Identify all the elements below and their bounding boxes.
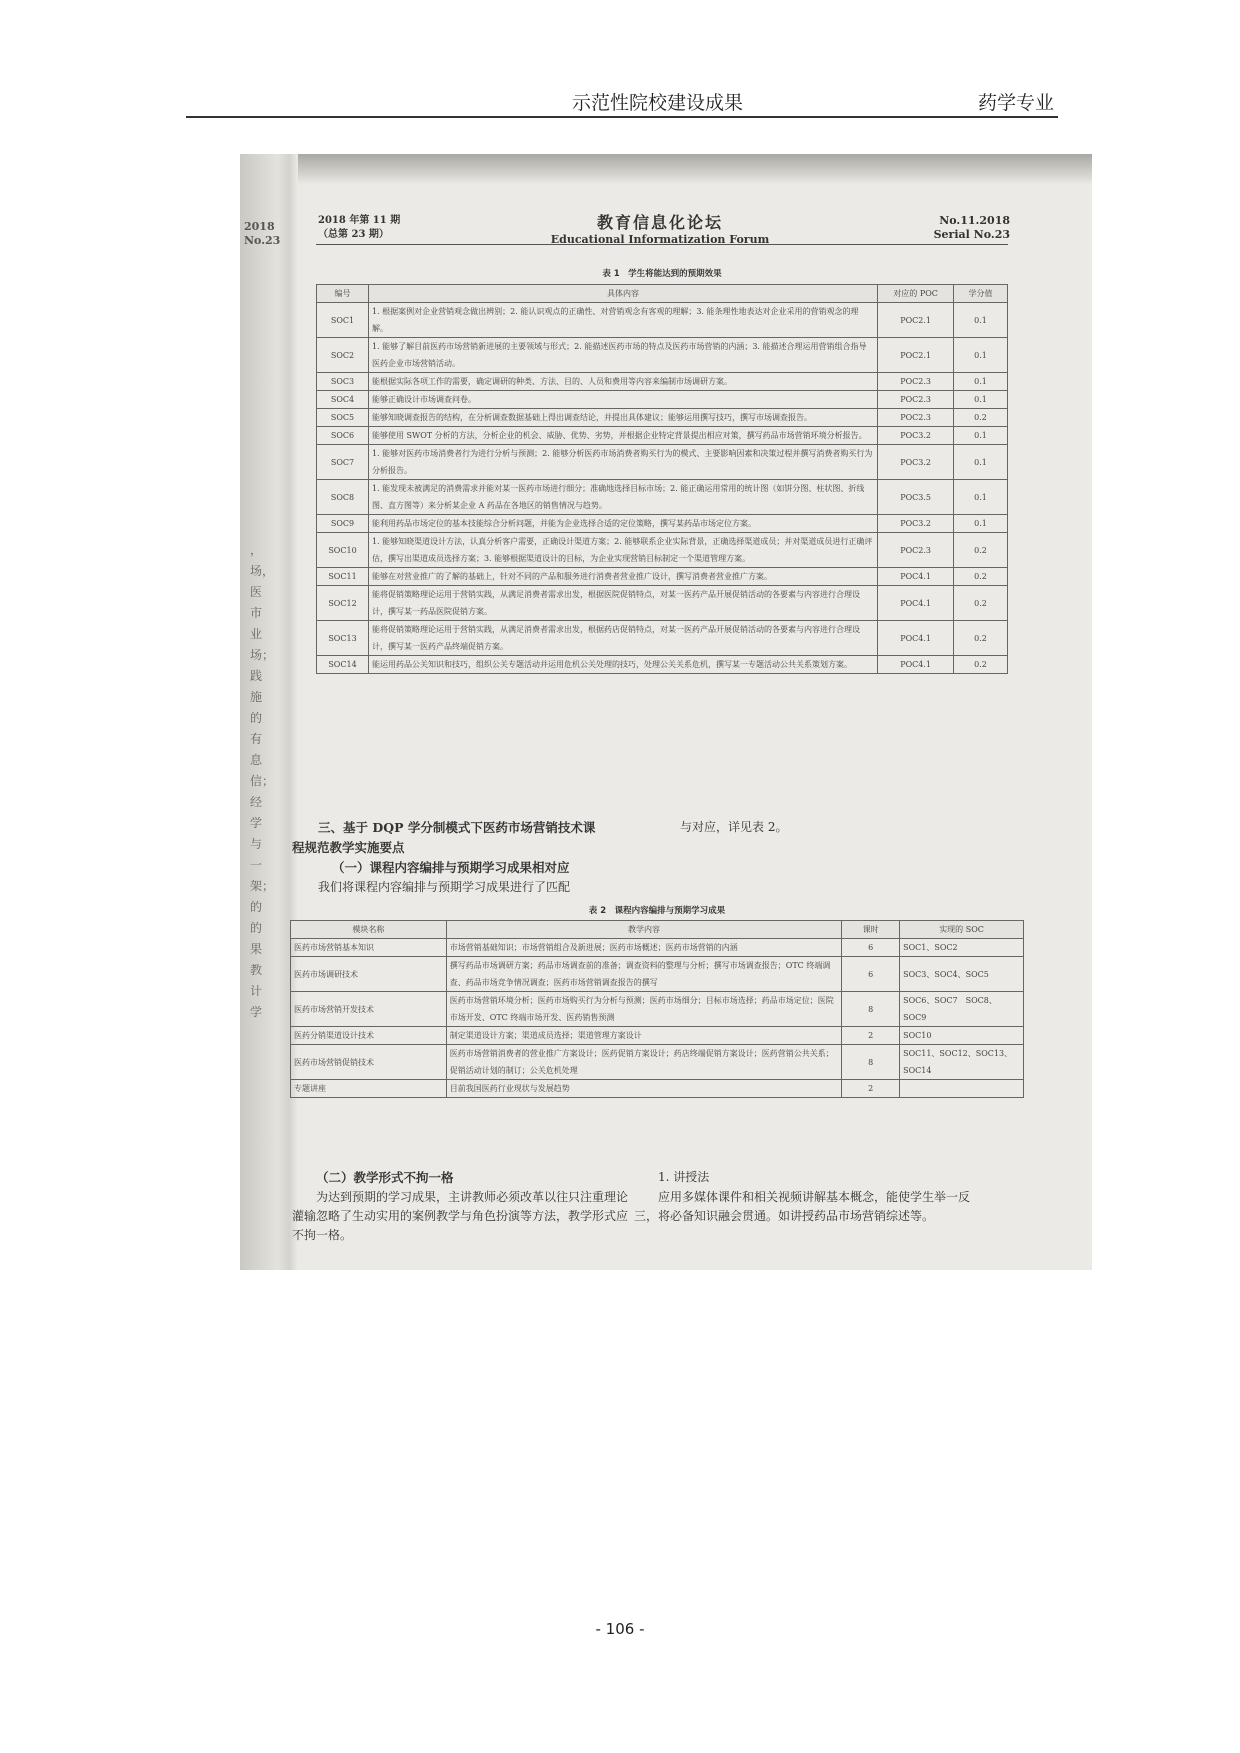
table1-cell: SOC3 bbox=[317, 373, 369, 391]
section-b-right-heading: 1. 讲授法 bbox=[658, 1170, 710, 1184]
journal-name-en: Educational Informatization Forum bbox=[550, 233, 770, 246]
table1-header-cell: 编号 bbox=[317, 285, 369, 303]
table1-row bbox=[317, 303, 1008, 338]
section-b-left-paragraph: 为达到预期的学习成果，主讲教师必须改革以往只注重理论灌输忽略了生动实用的案例教学与角色扮演等方法，教学形式应不拘一格。 bbox=[292, 1190, 629, 1242]
table2-row bbox=[291, 957, 1024, 992]
table1-cell: 能够在对营业推广的了解的基础上，针对不同的产品和服务进行消费者营业推广设计，撰写消费者营业推广方案。 bbox=[368, 568, 877, 586]
table2 bbox=[290, 920, 1024, 1098]
table2-row bbox=[291, 939, 1024, 957]
table2-cell: SOC11、SOC12、SOC13、SOC14 bbox=[900, 1045, 1024, 1080]
table1-cell: SOC1 bbox=[317, 303, 369, 338]
section3-heading-line1: 三、基于 DQP 学分制模式下医药市场营销技术课 bbox=[318, 820, 596, 835]
table1-header-row bbox=[317, 285, 1008, 303]
table2-cell: 6 bbox=[842, 957, 900, 992]
table1-cell: SOC9 bbox=[317, 515, 369, 533]
table2-cell: 目前我国医药行业现状与发展趋势 bbox=[446, 1080, 841, 1098]
table2-cell: 2 bbox=[842, 1080, 900, 1098]
table1 bbox=[316, 284, 1008, 674]
page-number: - 106 - bbox=[595, 1620, 645, 1638]
scan-gutter bbox=[240, 154, 298, 1270]
table1-cell: SOC13 bbox=[317, 621, 369, 656]
table1-cell: POC4.1 bbox=[878, 586, 954, 621]
table1-row bbox=[317, 515, 1008, 533]
table1-row bbox=[317, 533, 1008, 568]
table2-cell: 医药市场营销环境分析；医药市场购买行为分析与预测；医药市场细分；目标市场选择；药品市场定位；医院市场开发、OTC 终端市场开发、医药销售预测 bbox=[446, 992, 841, 1027]
table1-cell: 1. 根据案例对企业营销观念做出辨别；2. 能认识观点的正确性、对营销观念有客观的理解；3. 能条理性地表达对企业采用的营销观念的理解。 bbox=[368, 303, 877, 338]
table1-row bbox=[317, 338, 1008, 373]
table1-cell: 能根据实际各项工作的需要，确定调研的种类、方法、目的、人员和费用等内容来编制市场调研方案。 bbox=[368, 373, 877, 391]
table1-cell: POC2.3 bbox=[878, 391, 954, 409]
section3-paragraph: 我们将课程内容编排与预期学习成果进行了匹配 bbox=[318, 880, 571, 894]
table2-cell: 医药市场营销促销技术 bbox=[291, 1045, 447, 1080]
table1-row bbox=[317, 373, 1008, 391]
table1-cell: 0.1 bbox=[954, 480, 1008, 515]
table1-cell: 0.1 bbox=[954, 373, 1008, 391]
table1-cell: POC2.3 bbox=[878, 533, 954, 568]
table1-row bbox=[317, 656, 1008, 674]
table1-row bbox=[317, 445, 1008, 480]
section-b-heading: （二）教学形式不拘一格 bbox=[316, 1170, 454, 1185]
journal-issue-cn: 2018 年第 11 期 bbox=[318, 215, 401, 226]
table1-cell: 1. 能够知晓渠道设计方法，认真分析客户需要，正确设计渠道方案；2. 能够联系企业实际背景，正确选择渠道成员；并对渠道成员进行正确评估，撰写出渠道成员选择方案；3. 能够根据渠道设计的目标，为企业实现营销目标制定一个渠道管理方案。 bbox=[368, 533, 877, 568]
table1-cell: POC4.1 bbox=[878, 568, 954, 586]
table1-cell: POC3.2 bbox=[878, 445, 954, 480]
table2-cell bbox=[900, 1080, 1024, 1098]
journal-issue-left bbox=[318, 214, 400, 242]
table1-cell: SOC7 bbox=[317, 445, 369, 480]
table1-cell: SOC8 bbox=[317, 480, 369, 515]
table2-header-cell: 模块名称 bbox=[291, 921, 447, 939]
document-major: 药学专业 bbox=[977, 92, 1054, 114]
table2-cell: 8 bbox=[842, 1045, 900, 1080]
table1-cell: SOC12 bbox=[317, 586, 369, 621]
table1-cell: 0.1 bbox=[954, 303, 1008, 338]
table1-cell: POC2.3 bbox=[878, 409, 954, 427]
table2-cell: 2 bbox=[842, 1027, 900, 1045]
section3-heading-line2: 程规范教学实施要点 bbox=[292, 840, 405, 855]
journal-header-rule bbox=[316, 244, 1008, 245]
table1-cell: POC3.2 bbox=[878, 515, 954, 533]
table1-cell: 0.1 bbox=[954, 445, 1008, 480]
journal-name-cn: 教育信息化论坛 bbox=[596, 213, 723, 232]
table2-cell: 市场营销基础知识；市场营销组合及新进展；医药市场概述；医药市场营销的内涵 bbox=[446, 939, 841, 957]
table2-cell: 6 bbox=[842, 939, 900, 957]
document-header bbox=[186, 86, 1058, 118]
table1-cell: SOC6 bbox=[317, 427, 369, 445]
scanned-page bbox=[240, 154, 1092, 1270]
section3-subheading: （一）课程内容编排与预期学习成果相对应 bbox=[332, 860, 570, 875]
table1-row bbox=[317, 409, 1008, 427]
table1-cell: 能利用药品市场定位的基本技能综合分析问题，并能为企业选择合适的定位策略，撰写某药品市场定位方案。 bbox=[368, 515, 877, 533]
table2-row bbox=[291, 1045, 1024, 1080]
table1-cell: 能运用药品公关知识和技巧，组织公关专题活动并运用危机公关处理的技巧，处理公关关系危机，撰写某一专题活动公共关系策划方案。 bbox=[368, 656, 877, 674]
table1-cell: SOC2 bbox=[317, 338, 369, 373]
table2-cell: 专题讲座 bbox=[291, 1080, 447, 1098]
table1-cell: 1. 能够对医药市场消费者行为进行分析与预测；2. 能够分析医药市场消费者购买行为的模式、主要影响因素和决策过程并撰写消费者购买行为分析报告。 bbox=[368, 445, 877, 480]
table1-row bbox=[317, 568, 1008, 586]
journal-name bbox=[480, 210, 840, 246]
table1-cell: POC2.3 bbox=[878, 373, 954, 391]
table2-cell: SOC6、SOC7 SOC8、SOC9 bbox=[900, 992, 1024, 1027]
table1-cell: SOC14 bbox=[317, 656, 369, 674]
journal-issue-right bbox=[934, 214, 1010, 242]
table1-row bbox=[317, 586, 1008, 621]
table1-cell: 能将促销策略理论运用于营销实践，从满足消费者需求出发，根据医院促销特点，对某一医药产品开展促销活动的各要素与内容进行合理设计，撰写某一药品医院促销方案。 bbox=[368, 586, 877, 621]
table2-cell: 医药市场营销消费者的营业推广方案设计；医药促销方案设计；药店终端促销方案设计；医药营销公共关系；促销活动计划的制订；公关危机处理 bbox=[446, 1045, 841, 1080]
table1-header-cell: 具体内容 bbox=[368, 285, 877, 303]
table1-cell: SOC5 bbox=[317, 409, 369, 427]
table2-row bbox=[291, 1080, 1024, 1098]
table1-cell: SOC10 bbox=[317, 533, 369, 568]
table1-cell: 0.2 bbox=[954, 586, 1008, 621]
table1-row bbox=[317, 480, 1008, 515]
table1-cell: 1. 能够了解目前医药市场营销新进展的主要领域与形式；2. 能描述医药市场的特点及医药市场营销的内涵；3. 能描述合理运用营销组合指导医药企业市场营销活动。 bbox=[368, 338, 877, 373]
table1-cell: POC4.1 bbox=[878, 621, 954, 656]
table2-cell: 制定渠道设计方案；渠道成员选择；渠道管理方案设计 bbox=[446, 1027, 841, 1045]
journal-issue-en: No.11.2018 bbox=[939, 214, 1010, 227]
table1-cell: SOC4 bbox=[317, 391, 369, 409]
table1-caption: 表 1 学生将能达到的预期效果 bbox=[602, 269, 722, 279]
table1-cell: POC2.1 bbox=[878, 338, 954, 373]
table1-cell: 0.2 bbox=[954, 656, 1008, 674]
table1-cell: POC3.5 bbox=[878, 480, 954, 515]
table1-cell: 0.2 bbox=[954, 533, 1008, 568]
table1-cell: 0.1 bbox=[954, 515, 1008, 533]
journal-serial-en: Serial No.23 bbox=[933, 228, 1010, 241]
section3-right-text: 与对应，详见表 2。 bbox=[680, 820, 788, 834]
table2-cell: 医药市场营销基本知识 bbox=[291, 939, 447, 957]
table1-row bbox=[317, 427, 1008, 445]
table1-cell: 0.1 bbox=[954, 338, 1008, 373]
table2-cell: 医药市场调研技术 bbox=[291, 957, 447, 992]
table1-cell: 能够知晓调查报告的结构，在分析调查数据基础上得出调查结论，并提出具体建议；能够运用撰写技巧，撰写市场调查报告。 bbox=[368, 409, 877, 427]
table2-cell: 8 bbox=[842, 992, 900, 1027]
table2-header-cell: 课时 bbox=[842, 921, 900, 939]
table1-row bbox=[317, 621, 1008, 656]
table2-cell: 医药分销渠道设计技术 bbox=[291, 1027, 447, 1045]
section-b-right-paragraph: 应用多媒体课件和相关视频讲解基本概念，能使学生举一反三，将必备知识融会贯通。如讲授药品市场营销综述等。 bbox=[634, 1190, 971, 1223]
table2-caption: 表 2 课程内容编排与预期学习成果 bbox=[588, 906, 726, 916]
table1-cell: 0.2 bbox=[954, 409, 1008, 427]
table1-cell: POC3.2 bbox=[878, 427, 954, 445]
table2-header-cell: 教学内容 bbox=[446, 921, 841, 939]
table1-header-cell: 对应的 POC bbox=[878, 285, 954, 303]
table2-header-cell: 实现的 SOC bbox=[900, 921, 1024, 939]
table1-cell: SOC11 bbox=[317, 568, 369, 586]
table1-cell: 能够使用 SWOT 分析的方法，分析企业的机会、威胁、优势、劣势，并根据企业特定背景提出相应对策，撰写药品市场营销环境分析报告。 bbox=[368, 427, 877, 445]
table1-cell: 0.1 bbox=[954, 427, 1008, 445]
table2-cell: 医药市场营销开发技术 bbox=[291, 992, 447, 1027]
table1-cell: POC2.1 bbox=[878, 303, 954, 338]
margin-column-text: ，场，医市业场；践施的有息信；经学与一架；的的果教计学 bbox=[250, 543, 275, 1019]
table2-row bbox=[291, 1027, 1024, 1045]
scan-top-shadow bbox=[240, 154, 1092, 184]
table2-header-row bbox=[291, 921, 1024, 939]
table2-cell: 撰写药品市场调研方案；药品市场调查前的准备；调查资料的整理与分析；撰写市场调查报告；OTC 终端调查、药品市场竞争情况调查；医药市场营销调查报告的撰写 bbox=[446, 957, 841, 992]
margin-serial: No.23 bbox=[244, 234, 281, 247]
journal-serial-cn: （总第 23 期） bbox=[318, 229, 389, 240]
table1-cell: 能将促销策略理论运用于营销实践，从满足消费者需求出发，根据药店促销特点，对某一医药产品开展促销活动的各要素与内容进行合理设计，撰写某一医药产品终端促销方案。 bbox=[368, 621, 877, 656]
table1-cell: 0.1 bbox=[954, 391, 1008, 409]
table1-cell: 0.2 bbox=[954, 568, 1008, 586]
table1-row bbox=[317, 391, 1008, 409]
table2-cell: SOC10 bbox=[900, 1027, 1024, 1045]
table1-cell: 1. 能发现未被满足的消费需求并能对某一医药市场进行细分；准确地选择目标市场；2. 能正确运用常用的统计图（如饼分图、柱状图、折线图、直方图等）来分析某企业 A 药品在各地区的销售情况与趋势。 bbox=[368, 480, 877, 515]
table1-cell: POC4.1 bbox=[878, 656, 954, 674]
table2-cell: SOC3、SOC4、SOC5 bbox=[900, 957, 1024, 992]
table1-cell: 0.2 bbox=[954, 621, 1008, 656]
margin-year: 2018 bbox=[244, 220, 275, 233]
table2-cell: SOC1、SOC2 bbox=[900, 939, 1024, 957]
table2-row bbox=[291, 992, 1024, 1027]
table1-cell: 能够正确设计市场调查问卷。 bbox=[368, 391, 877, 409]
table1-header-cell: 学分值 bbox=[954, 285, 1008, 303]
document-title: 示范性院校建设成果 bbox=[572, 92, 744, 114]
